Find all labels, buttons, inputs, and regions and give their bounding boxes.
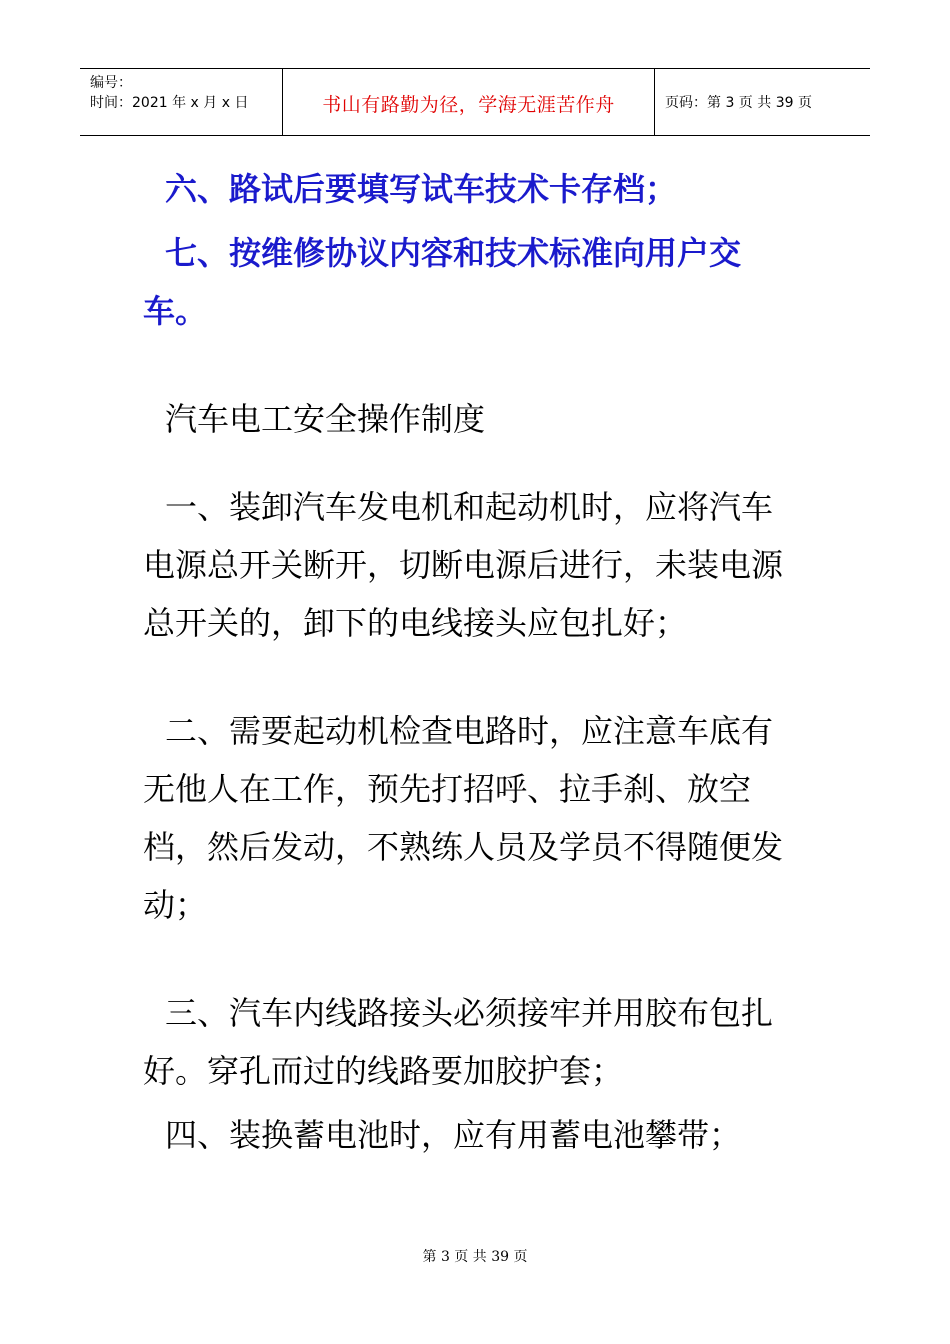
time-label: 时间：2021 年 x 月 x 日 — [90, 95, 249, 111]
rule-one: 一、装卸汽车发电机和起动机时，应将汽车电源总开关断开，切断电源后进行，未装电源总开关的，卸下的电线接头应包扎好； — [143, 488, 784, 642]
item-seven: 七、按维修协议内容和技术标准向用户交车。 — [143, 234, 742, 330]
motto-text: 书山有路勤为径，学海无涯苦作舟 — [322, 93, 615, 116]
document-body — [143, 160, 803, 1164]
rule-three: 三、汽车内线路接头必须接牢并用胶布包扎好。穿孔而过的线路要加胶护套； — [143, 994, 774, 1090]
item-six: 六、路试后要填写试车技术卡存档； — [165, 170, 678, 208]
header-page-info-cell — [655, 69, 870, 135]
rule-four: 四、装换蓄电池时，应有用蓄电池攀带； — [165, 1116, 742, 1154]
document-header — [80, 68, 870, 136]
header-meta — [80, 69, 282, 135]
section-title: 汽车电工安全操作制度 — [165, 400, 486, 438]
page-footer: 第 3 页 共 39 页 — [422, 1249, 528, 1265]
header-motto-cell — [282, 69, 655, 135]
page-info: 页码：第 3 页 共 39 页 — [665, 95, 812, 111]
number-label: 编号： — [90, 75, 132, 91]
rule-two: 二、需要起动机检查电路时，应注意车底有无他人在工作，预先打招呼、拉手刹、放空档，然后发动，不熟练人员及学员不得随便发动； — [143, 712, 784, 924]
